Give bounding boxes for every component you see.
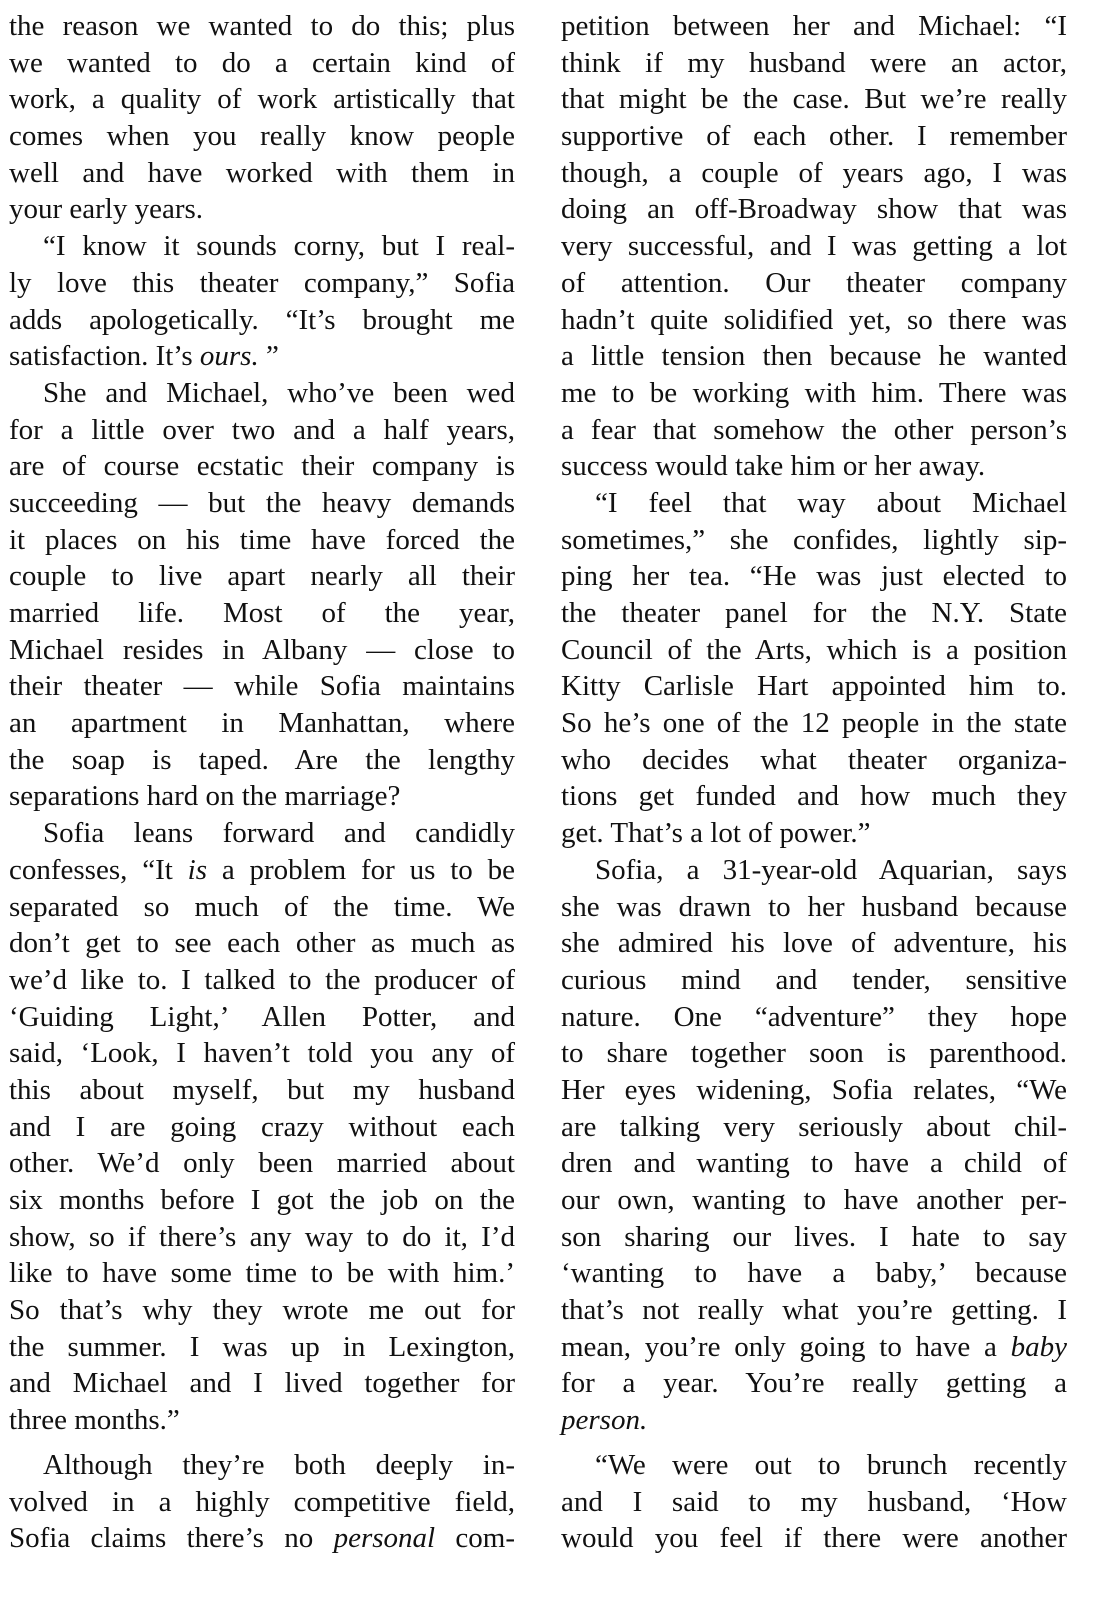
italic-run: person.	[561, 1404, 648, 1437]
text-line: to share together soon is parenthood.	[561, 1037, 1067, 1070]
text-line: said, ‘Look, I haven’t told you any of	[9, 1037, 515, 1070]
left-column	[9, 8, 515, 1557]
text-line: couple to live apart nearly all their	[9, 560, 515, 593]
text-run: Sofia claims there’s no	[9, 1522, 314, 1555]
text-line: So that’s why they wrote me out for	[9, 1294, 515, 1327]
text-line: and I are going crazy without each	[9, 1110, 515, 1143]
text-line: get. That’s a lot of power.”	[561, 817, 871, 850]
text-line: ‘Guiding Light,’ Allen Potter, and	[9, 1000, 515, 1033]
text-line: Although they’re both deeply in-	[43, 1448, 515, 1481]
text-line: that’s not really what you’re getting. I	[561, 1294, 1067, 1327]
text-line: married life. Most of the year,	[9, 597, 515, 629]
text-line	[9, 338, 515, 375]
text-line: tions get funded and how much they	[561, 780, 1067, 813]
text-line: like to have some time to be with him.’	[9, 1257, 515, 1290]
text-line: of attention. Our theater company	[561, 266, 1067, 299]
text-line: it places on his time have forced the	[9, 523, 515, 556]
text-line: separations hard on the marriage?	[9, 780, 401, 813]
text-line: Michael resides in Albany — close to	[9, 633, 515, 666]
text-line: ‘wanting to have a baby,’ because	[561, 1257, 1067, 1290]
text-line: success would take him or her away.	[561, 450, 986, 483]
text-line: the reason we wanted to do this; plus	[9, 10, 515, 42]
text-line: sometimes,” she confides, lightly sip-	[561, 523, 1067, 556]
right-column	[561, 8, 1067, 1557]
text-line: for a little over two and a half years,	[9, 413, 515, 446]
text-line: she admired his love of adventure, his	[561, 927, 1067, 960]
text-line: a fear that somehow the other person’s	[561, 413, 1067, 446]
text-line: very successful, and I was getting a lot	[561, 230, 1067, 263]
text-line: for a year. You’re really getting a	[561, 1367, 1067, 1400]
text-line: are talking very seriously about chil-	[561, 1110, 1067, 1143]
text-line: Her eyes widening, Sofia relates, “We	[561, 1073, 1067, 1106]
text-line: petition between her and Michael: “I	[561, 10, 1067, 42]
text-line: the theater panel for the N.Y. State	[561, 597, 1067, 629]
text-line: and Michael and I lived together for	[9, 1367, 515, 1400]
text-line: show, so if there’s any way to do it, I’d	[9, 1220, 515, 1253]
text-run: ”	[258, 340, 279, 373]
text-line: son sharing our lives. I hate to say	[561, 1220, 1067, 1253]
text-line: nature. One “adventure” they hope	[561, 1000, 1067, 1033]
text-line: think if my husband were an actor,	[561, 46, 1067, 79]
text-run: com-	[435, 1522, 516, 1555]
text-line: who decides what theater organiza-	[561, 743, 1067, 776]
text-line: volved in a highly competitive field,	[9, 1485, 515, 1518]
text-line: “We were out to brunch recently	[595, 1448, 1067, 1481]
text-line: work, a quality of work artistically that	[9, 83, 515, 116]
text-line: dren and wanting to have a child of	[561, 1147, 1067, 1180]
text-line: Sofia, a 31-year-old Aquarian, says	[595, 853, 1067, 886]
text-line: Kitty Carlisle Hart appointed him to.	[561, 670, 1067, 703]
text-line	[9, 1520, 515, 1557]
text-line: this about myself, but my husband	[9, 1073, 515, 1106]
text-line	[9, 852, 515, 889]
text-line: me to be working with him. There was	[561, 376, 1067, 409]
text-line: a little tension then because he wanted	[561, 340, 1067, 373]
text-run: satisfaction. It’s	[9, 340, 193, 373]
text-line: “I feel that way about Michael	[595, 486, 1067, 519]
text-line: She and Michael, who’ve been wed	[43, 376, 515, 409]
text-line: other. We’d only been married about	[9, 1147, 515, 1180]
text-line: separated so much of the time. We	[9, 890, 515, 923]
text-line: the soap is taped. Are the lengthy	[9, 743, 515, 776]
text-line: curious mind and tender, sensitive	[561, 963, 1067, 996]
text-line: comes when you really know people	[9, 120, 515, 153]
text-line	[561, 1402, 1067, 1439]
text-line: our own, wanting to have another per-	[561, 1184, 1067, 1216]
text-line: doing an off-Broadway show that was	[561, 193, 1067, 226]
text-run: confesses, “It	[9, 853, 173, 886]
italic-run: is	[187, 853, 207, 886]
text-line: three months.”	[9, 1404, 180, 1437]
text-line: are of course ecstatic their company is	[9, 450, 515, 483]
text-line: well and have worked with them in	[9, 156, 515, 189]
text-line: would you feel if there were another	[561, 1522, 1067, 1555]
text-line: “I know it sounds corny, but I real-	[43, 230, 515, 263]
text-line: we wanted to do a certain kind of	[9, 46, 515, 79]
italic-run: personal	[333, 1522, 436, 1555]
text-run: mean, you’re only going to have a	[561, 1330, 997, 1363]
text-line: supportive of each other. I remember	[561, 120, 1067, 153]
text-line: your early years.	[9, 193, 204, 226]
text-line: we’d like to. I talked to the producer of	[9, 963, 515, 996]
text-line: So he’s one of the 12 people in the state	[561, 707, 1067, 740]
text-line: hadn’t quite solidified yet, so there was	[561, 303, 1067, 336]
text-line: she was drawn to her husband because	[561, 890, 1067, 923]
text-line: and I said to my husband, ‘How	[561, 1485, 1067, 1518]
text-line: that might be the case. But we’re really	[561, 83, 1067, 116]
text-line: don’t get to see each other as much as	[9, 927, 515, 960]
text-line: succeeding — but the heavy demands	[9, 486, 515, 519]
italic-run: ours.	[199, 340, 259, 373]
text-line: though, a couple of years ago, I was	[561, 156, 1067, 189]
text-line: six months before I got the job on the	[9, 1184, 515, 1216]
italic-run: baby	[1010, 1330, 1067, 1363]
text-line: an apartment in Manhattan, where	[9, 707, 515, 740]
text-line: Council of the Arts, which is a position	[561, 633, 1067, 666]
text-line: the summer. I was up in Lexington,	[9, 1330, 515, 1363]
text-run: a problem for us to be	[206, 853, 516, 886]
text-line: ly love this theater company,” Sofia	[9, 266, 515, 299]
text-line: ping her tea. “He was just elected to	[561, 560, 1067, 593]
text-line: adds apologetically. “It’s brought me	[9, 303, 515, 336]
text-line	[561, 1329, 1067, 1366]
text-line: Sofia leans forward and candidly	[43, 817, 515, 850]
text-line: their theater — while Sofia maintains	[9, 670, 515, 703]
